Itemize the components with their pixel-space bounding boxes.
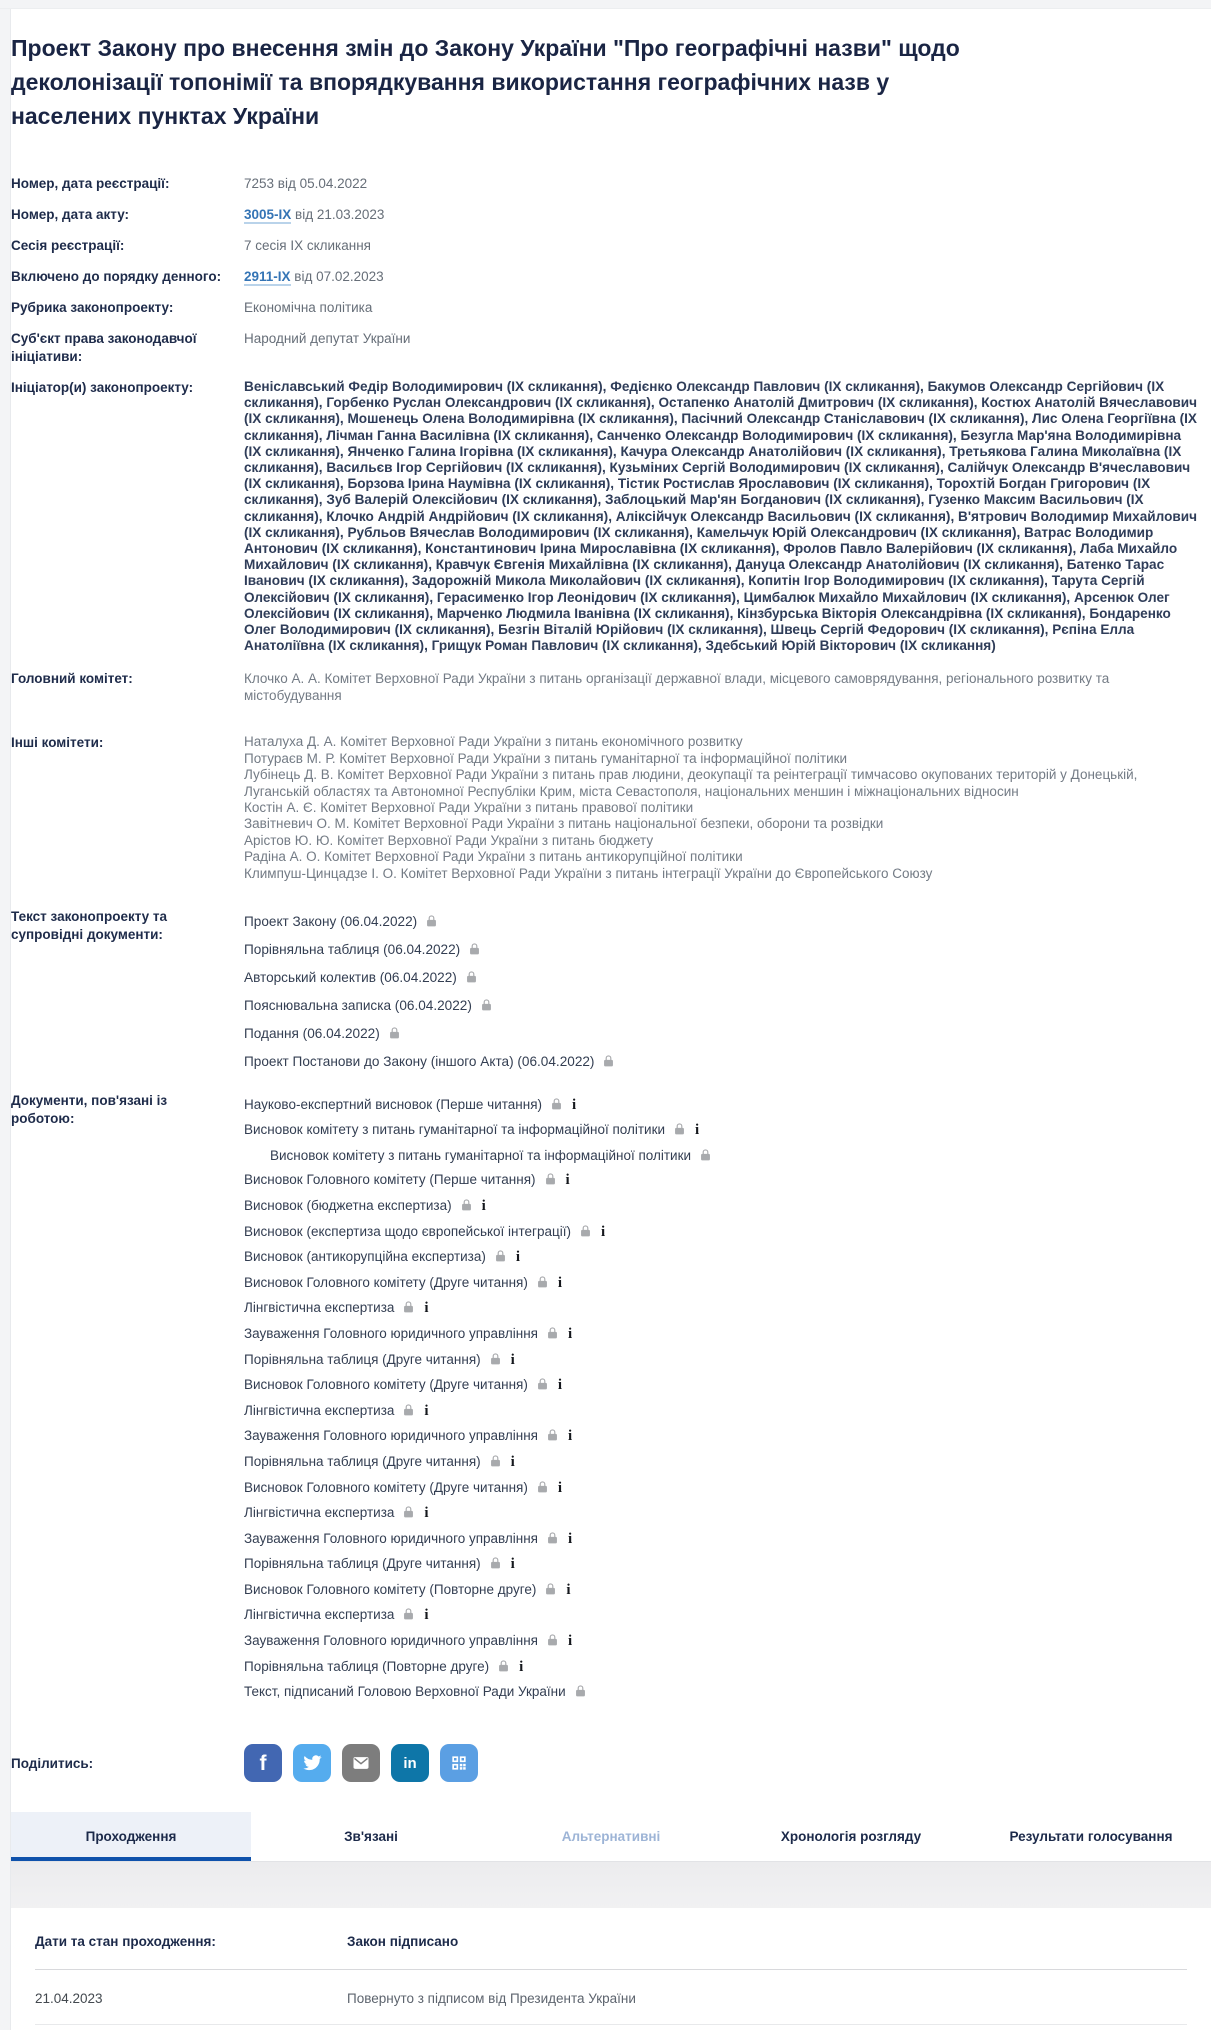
document-link[interactable]: Порівняльна таблиця (Повторне друге) [244, 1658, 490, 1674]
document-row [244, 1398, 1199, 1424]
info-icon[interactable]: i [510, 1351, 515, 1368]
progress-card [11, 1908, 1211, 2030]
info-icon[interactable]: i [557, 1274, 563, 1291]
session-value: 7 сесія IX скликання [244, 238, 371, 253]
document-link[interactable]: Висновок Головного комітету (Друге читання) [244, 1479, 528, 1495]
linkedin-letters: in [403, 1754, 417, 1772]
committee-item: Потураєв М. Р. Комітет Верховної Ради України з питань гуманітарної та інформаційної політики [244, 750, 848, 766]
lock-icon [494, 1249, 507, 1263]
meta-row-subject [11, 330, 1199, 366]
document-link[interactable]: Висновок Головного комітету (Друге читання) [244, 1274, 528, 1290]
document-link[interactable]: Проект Закону (06.04.2022) [244, 914, 418, 930]
committee-item: Костін А. Є. Комітет Верховної Ради України з питань правової політики [244, 800, 694, 816]
committee-item: Радіна А. О. Комітет Верховної Ради України з питань антикорупційної політики [244, 849, 743, 865]
lock-icon [468, 942, 481, 956]
document-link[interactable]: Висновок комітету з питань гуманітарної та інформаційної політики [244, 1122, 666, 1138]
lock-icon [579, 1224, 592, 1238]
document-row [244, 1526, 1199, 1552]
document-row [244, 964, 1199, 992]
main-committee-section [11, 670, 1199, 704]
document-row [244, 1270, 1199, 1296]
document-row [244, 1577, 1199, 1603]
initiators-list: Веніславський Федір Володимирович (ІХ скликання), Федієнко Олександр Павлович (ІХ скликання), Бакумов Олександр Сергійович (ІХ скликання), Горбенко Руслан Олександрович (ІХ скликання), Остапенко Анатолій Дмитрович (ІХ скликання), Костюх Анатолій Вячеславович (ІХ скликання), Мошенець Олена Володимирівна (ІХ скликання), Пасічний Олександр Станіславович (ІХ скликання), Лис Олена Георгіївна (ІХ скликання), Лічман Ганна Василівна (ІХ скликання), Санченко Олександр Володимирович (ІХ скликання), Безугла Мар'яна Володимирівна (ІХ скликання), Янченко Галина Ігорівна (ІХ скликання), Качура Олександр Анатолійович (ІХ скликання), Третьякова Галина Миколаївна (ІХ скликання), Васильєв Ігор Сергійович (ІХ скликання), Кузьміних Сергій Володимирович (ІХ скликання), Салійчук Олександр В'ячеславович (ІХ скликання), Борзова Ірина Наумівна (ІХ скликання), Тістик Ростислав Ярославович (ІХ скликання), Торохтій Богдан Григорович (ІХ скликання), Зуб Валерій Олексійович (ІХ скликання), Заблоцький Мар'ян Богданович (ІХ скликання), Гузенко Максим Васильович (ІХ скликання), Клочко Андрій Андрійович (ІХ скликання), Аліксійчук Олександр Васильович (ІХ скликання), В'ятрович Володимир Михайлович (ІХ скликання), Рубльов Вячеслав Володимирович (ІХ скликання), Камельчук Юрій Олександрович (ІХ скликання), Ватрас Володимир Антонович (ІХ скликання), Константинович Ірина Мирославівна (ІХ скликання), Фролов Павло Валерійович (ІХ скликання), Лаба Михайло Михайлович (ІХ скликання), Кравчук Євгенія Михайлівна (ІХ скликання), Дануца Олександр Анатолійович (ІХ скликання), Батенко Тарас Іванович (ІХ скликання), Задорожній Микола Миколайович (ІХ скликання), Копитін Ігор Володимирович (ІХ скликання), Тарута Сергій Олексійович (ІХ скликання), Герасименко Ігор Леонідович (ІХ скликання), Цимбалюк Михайло Михайлович (ІХ скликання), Арсенюк Олег Олексійович (ІХ скликання), Марченко Людмила Іванівна (ІХ скликання), Кінзбурська Вікторія Олександрівна (ІХ скликання), Бондаренко Олег Володимирович (ІХ скликання), Безгін Віталій Юрійович (ІХ скликання), Швець Сергій Федорович (ІХ скликання), Рєпіна Елла Анатоліївна (ІХ скликання), Грищук Роман Павлович (ІХ скликання), Здебський Юрій Вікторович (ІХ скликання) [244, 379, 1198, 654]
share-label: Поділитись: [11, 1755, 94, 1771]
progress-date: 21.04.2023 [35, 1991, 103, 2007]
document-link[interactable]: Лінгвістична експертиза [244, 1607, 395, 1623]
meta-row-act [11, 206, 1199, 224]
progress-header-dates: Дати та стан проходження: [35, 1934, 216, 1950]
document-row [270, 1143, 1199, 1168]
lock-icon [546, 1531, 559, 1545]
meta-label: Рубрика законопроекту: [11, 300, 174, 315]
initiators-section [11, 379, 1199, 654]
lock-icon [536, 1480, 549, 1494]
progress-status: Повернуто з підписом від Президента України [347, 1991, 636, 2007]
linkedin-share-button[interactable] [391, 1744, 429, 1782]
document-row [244, 992, 1199, 1020]
document-link[interactable]: Зауваження Головного юридичного управління [244, 1428, 538, 1444]
lock-icon [546, 1326, 559, 1340]
bill-meta [11, 175, 1199, 366]
tab-voting-results[interactable]: Результати голосування [1009, 1829, 1173, 1845]
main-committee-value: Клочко А. А. Комітет Верховної Ради України з питань організації державної влади, місцевого самоврядування, регіонального розвитку та містобудування [244, 671, 1110, 704]
document-row [244, 1680, 1199, 1705]
document-link[interactable]: Лінгвістична експертиза [244, 1505, 395, 1521]
progress-header-status: Закон підписано [347, 1934, 459, 1950]
info-icon[interactable]: i [481, 1197, 486, 1214]
facebook-letter: f [259, 1751, 267, 1775]
documents-label: Текст законопроекту та супровідні документи: [11, 909, 168, 943]
document-row [244, 1629, 1199, 1655]
tab-chronology[interactable]: Хронологія розгляду [780, 1829, 922, 1845]
document-link[interactable]: Лінгвістична експертиза [244, 1402, 395, 1418]
page-left-edge [0, 9, 11, 2030]
lock-icon [402, 1607, 415, 1621]
document-row [244, 1501, 1199, 1527]
lock-icon [699, 1148, 712, 1162]
meta-row-agenda [11, 268, 1199, 286]
tab-content-area [11, 1862, 1211, 2030]
document-link[interactable]: Пояснювальна записка (06.04.2022) [244, 998, 472, 1014]
lock-icon [489, 1454, 502, 1468]
lock-icon [497, 1659, 510, 1673]
progress-table-body [35, 1970, 1187, 2025]
agenda-value [244, 268, 384, 286]
info-icon[interactable]: i [515, 1249, 521, 1266]
committee-item: Наталуха Д. А. Комітет Верховної Ради України з питань економічного розвитку [244, 734, 743, 750]
document-link[interactable]: Висновок (експертиза щодо європейської інтеграції) [244, 1223, 571, 1239]
document-row [244, 1475, 1199, 1501]
document-link[interactable]: Висновок комітету з питань гуманітарної та інформаційної політики [270, 1147, 692, 1163]
act-value [244, 206, 384, 224]
lock-icon [402, 1300, 415, 1314]
lock-icon [388, 1026, 401, 1040]
lock-icon [460, 1198, 473, 1212]
related-documents-list [244, 1092, 1199, 1704]
info-icon[interactable]: i [568, 1530, 573, 1547]
document-row [244, 1449, 1199, 1475]
committee-item: Климпуш-Цинцадзе І. О. Комітет Верховної Ради України з питань інтеграції України до Європейського Союзу [244, 865, 933, 881]
info-icon[interactable]: i [424, 1607, 429, 1624]
document-link[interactable]: Науково-експертний висновок (Перше читання) [244, 1096, 543, 1112]
subject-value: Народний депутат України [244, 331, 411, 346]
lock-icon [465, 970, 478, 984]
other-committees-label: Інші комітети: [11, 735, 104, 751]
tab-alternatives[interactable]: Альтернативні [561, 1829, 661, 1845]
document-link[interactable]: Висновок Головного комітету (Друге читання) [244, 1377, 528, 1393]
meta-label: Номер, дата реєстрації: [11, 176, 170, 191]
info-icon[interactable]: i [566, 1581, 571, 1598]
lock-icon [489, 1556, 502, 1570]
meta-row-registration [11, 175, 1199, 193]
related-documents-label: Документи, пов'язані із роботою: [11, 1093, 168, 1127]
meta-label: Сесія реєстрації: [11, 238, 125, 253]
lock-icon [489, 1352, 502, 1366]
document-row [244, 1020, 1199, 1048]
info-icon[interactable]: i [557, 1479, 563, 1496]
info-icon[interactable]: i [565, 1172, 570, 1189]
related-documents-section [11, 1092, 1199, 1704]
document-row [244, 1219, 1199, 1245]
twitter-share-button[interactable] [293, 1744, 331, 1782]
tab-related[interactable]: Зв'язані [344, 1829, 398, 1845]
info-icon[interactable]: i [510, 1556, 515, 1573]
document-row [244, 1118, 1199, 1144]
initiators-label: Ініціатор(и) законопроекту: [11, 380, 194, 395]
info-icon[interactable]: i [568, 1633, 573, 1650]
main-committee-label: Головний комітет: [11, 671, 133, 687]
document-link[interactable]: Висновок (бюджетна експертиза) [244, 1197, 452, 1213]
lock-icon [544, 1582, 557, 1596]
lock-icon [536, 1377, 549, 1391]
info-icon[interactable]: i [568, 1428, 573, 1445]
twitter-bird [302, 1753, 322, 1773]
document-row [244, 1048, 1199, 1076]
other-committees-section [11, 734, 1199, 882]
document-row [244, 1654, 1199, 1680]
agenda-number-link[interactable]: 2911-IX [244, 269, 291, 284]
rubric-value: Економічна політика [244, 300, 373, 315]
lock-icon [673, 1122, 686, 1136]
lock-icon [536, 1275, 549, 1289]
bill-title: Проект Закону про внесення змін до Закону України "Про географічні назви" щодо деколонізації топонімії та впорядкування використання географічних назв у населених пунктах України [11, 35, 960, 129]
act-number-link[interactable]: 3005-IX [244, 207, 292, 222]
info-icon[interactable]: i [519, 1658, 524, 1675]
document-row [244, 1424, 1199, 1450]
document-row [244, 1552, 1199, 1578]
progress-table-header [35, 1934, 1187, 1970]
document-row [244, 936, 1199, 964]
info-icon[interactable]: i [424, 1505, 429, 1522]
document-link[interactable]: Висновок Головного комітету (Повторне друге) [244, 1581, 537, 1597]
other-committees-list [244, 734, 1199, 882]
document-link[interactable]: Висновок Головного комітету (Перше читання) [244, 1172, 536, 1188]
page-top-edge [0, 0, 1211, 9]
progress-row [35, 1970, 1187, 2025]
document-link[interactable]: Подання (06.04.2022) [244, 1026, 380, 1042]
document-row [244, 1296, 1199, 1322]
tab-bar [11, 1812, 1211, 1862]
tab-passage[interactable]: Проходження [11, 1812, 251, 1861]
document-link[interactable]: Лінгвістична експертиза [244, 1300, 395, 1316]
envelope [351, 1753, 371, 1773]
qr-squares [449, 1753, 469, 1773]
meta-label: Номер, дата акту: [11, 207, 130, 222]
lock-icon [402, 1403, 415, 1417]
document-link[interactable]: Текст, підписаний Головою Верховної Ради України [244, 1684, 566, 1700]
document-link[interactable]: Порівняльна таблиця (Друге читання) [244, 1453, 481, 1469]
document-link[interactable]: Порівняльна таблиця (06.04.2022) [244, 942, 461, 958]
share-section [11, 1744, 1199, 1782]
document-row [244, 1245, 1199, 1271]
meta-label: Включено до порядку денного: [11, 269, 222, 284]
document-row [244, 1321, 1199, 1347]
info-icon[interactable]: i [572, 1096, 577, 1113]
committee-item: Завітневич О. М. Комітет Верховної Ради України з питань національної безпеки, оборони та розвідки [244, 816, 884, 832]
document-row [244, 908, 1199, 936]
document-link[interactable]: Порівняльна таблиця (Друге читання) [244, 1556, 481, 1572]
document-link[interactable]: Авторський колектив (06.04.2022) [244, 970, 457, 986]
lock-icon [544, 1172, 557, 1186]
meta-label: Суб'єкт права законодавчої ініціативи: [11, 331, 197, 364]
document-link[interactable]: Висновок (антикорупційна експертиза) [244, 1249, 486, 1265]
document-row [244, 1193, 1199, 1219]
registration-value: 7253 від 05.04.2022 [244, 176, 368, 191]
committee-item: Арістов Ю. Ю. Комітет Верховної Ради України з питань бюджету [244, 832, 654, 848]
lock-icon [480, 998, 493, 1012]
committee-item: Лубінець Д. В. Комітет Верховної Ради України з питань прав людини, деокупації та реінтеграції тимчасово окупованих територій у Донецькій, Луганській областях та Автономної Республіки Крим, міста Севастополя, національних меншин і міжнаціональних відносин [244, 767, 1138, 799]
info-icon[interactable]: i [510, 1453, 515, 1470]
document-link[interactable]: Зауваження Головного юридичного управління [244, 1633, 538, 1649]
lock-icon [574, 1684, 587, 1698]
document-row [244, 1347, 1199, 1373]
info-icon[interactable]: i [424, 1402, 429, 1419]
facebook-share-button[interactable] [244, 1744, 282, 1782]
meta-row-session [11, 237, 1199, 255]
document-row [244, 1092, 1199, 1118]
agenda-date: від 07.02.2023 [290, 269, 384, 284]
info-icon[interactable]: i [568, 1325, 573, 1342]
email-share-button[interactable] [342, 1744, 380, 1782]
document-row [244, 1373, 1199, 1399]
lock-icon [546, 1633, 559, 1647]
info-icon[interactable]: i [600, 1223, 606, 1240]
info-icon[interactable]: i [695, 1122, 700, 1139]
document-row [244, 1168, 1199, 1194]
document-link[interactable]: Порівняльна таблиця (Друге читання) [244, 1351, 481, 1367]
lock-icon [602, 1054, 615, 1068]
document-link[interactable]: Зауваження Головного юридичного управління [244, 1325, 538, 1341]
meta-row-rubric [11, 299, 1199, 317]
lock-icon [402, 1505, 415, 1519]
document-link[interactable]: Зауваження Головного юридичного управління [244, 1530, 538, 1546]
document-link[interactable]: Проект Постанови до Закону (іншого Акта) (06.04.2022) [244, 1054, 595, 1070]
document-row [244, 1603, 1199, 1629]
share-buttons [244, 1744, 478, 1782]
info-icon[interactable]: i [557, 1377, 563, 1394]
info-icon[interactable]: i [424, 1300, 429, 1317]
act-date: від 21.03.2023 [291, 207, 385, 222]
qr-code-share-button[interactable] [440, 1744, 478, 1782]
lock-icon [425, 914, 438, 928]
documents-list [244, 908, 1199, 1076]
lock-icon [550, 1097, 563, 1111]
lock-icon [546, 1428, 559, 1442]
documents-section [11, 908, 1199, 1076]
